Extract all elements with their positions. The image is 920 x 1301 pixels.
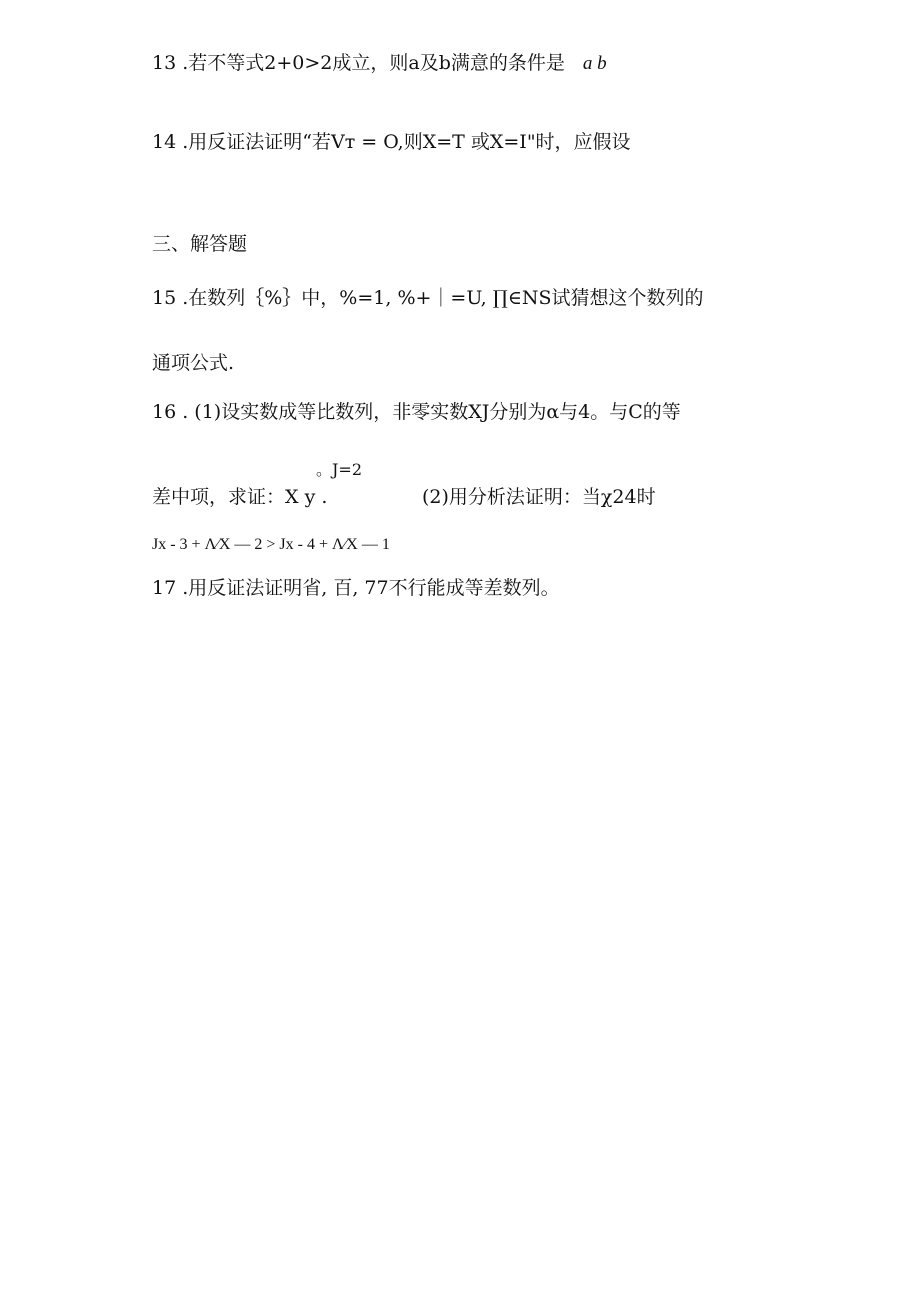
question-16-superscript-text: 。J=2 <box>316 460 363 479</box>
question-16-line3 <box>152 533 390 557</box>
question-15-text: 15 .在数列｛%｝中，%=1, %+｜=U, ∏∈NS试猜想这个数列的 <box>152 287 704 309</box>
question-16-text-part-a: 差中项，求证：X y . <box>152 486 328 508</box>
question-17-text: 17 .用反证法证明省, 百, 77不行能成等差数列。 <box>152 577 560 599</box>
question-15-text-continued: 通项公式. <box>152 352 235 374</box>
question-14-text: 14 .用反证法证明“若Vт = O,则X=T 或X=I"时，应假设 <box>152 131 631 153</box>
question-14 <box>152 130 631 154</box>
question-13-answer-vars: a b <box>582 53 607 74</box>
question-16-inequality: Jx - 3 + Λ∕X — 2 > Jx - 4 + Λ∕X — 1 <box>152 536 390 553</box>
section-title: 三、解答题 <box>152 233 248 255</box>
question-16-line2b <box>422 485 656 509</box>
question-16-superscript <box>316 458 362 482</box>
section-heading <box>152 232 247 256</box>
question-15-line2 <box>152 351 234 375</box>
question-16-text: 16 . (1)设实数成等比数列，非零实数XJ分别为α与4。与C的等 <box>152 401 681 423</box>
question-16-line2 <box>152 485 327 509</box>
question-17 <box>152 576 560 600</box>
question-16-line1 <box>152 400 681 424</box>
question-13-text: 13 .若不等式2+0>2成立，则a及b满意的条件是 <box>152 52 565 74</box>
question-16-text-part-b: (2)用分析法证明：当χ24时 <box>422 486 656 508</box>
question-13 <box>152 51 607 76</box>
question-15-line1 <box>152 286 704 310</box>
